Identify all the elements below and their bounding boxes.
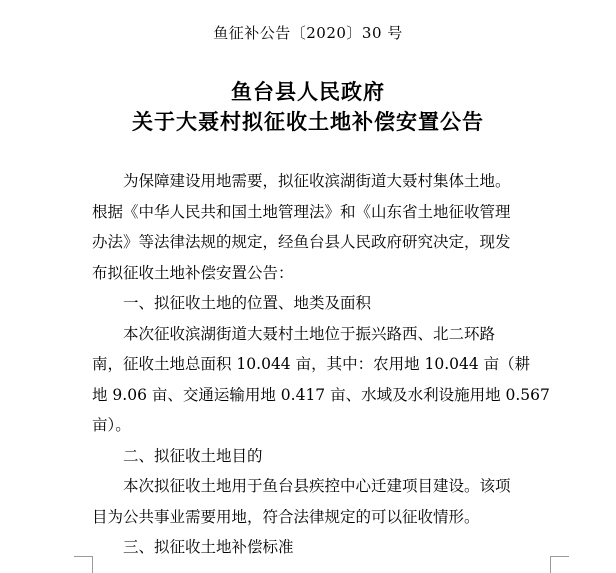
body-line: 南，征收土地总面积 10.044 亩，其中：农用地 10.044 亩（耕 [92,355,531,373]
crop-mark-right-vertical [550,556,551,573]
document-number: 鱼征补公告〔2020〕30 号 [213,24,403,42]
section-heading: 三、拟征收土地补偿标准 [123,538,294,556]
crop-mark-right-horizontal [551,556,569,557]
document-body [92,166,562,563]
body-line: 根据《中华人民共和国土地管理法》和《山东省土地征收管理 [92,202,511,221]
issuer-title: 鱼台县人民政府 [231,79,385,104]
crop-mark-left-horizontal [74,556,92,557]
body-line: 办法》等法律法规的规定，经鱼台县人民政府研究决定，现发 [92,233,511,251]
body-line: 本次拟征收土地用于鱼台县疾控中心迁建项目建设。该项 [123,477,511,495]
body-line: 目为公共事业需要用地，符合法律规定的可以征收情形。 [92,507,480,526]
body-line: 地 9.06 亩、交通运输用地 0.417 亩、水域及水利设施用地 0.567 [92,385,550,404]
crop-mark-left-vertical [92,556,93,573]
announcement-title: 关于大聂村拟征收土地补偿安置公告 [132,109,484,134]
section-heading: 一、拟征收土地的位置、地类及面积 [123,294,372,312]
body-line: 为保障建设用地需要，拟征收滨湖街道大聂村集体土地。 [123,172,511,190]
section-heading: 二、拟征收土地目的 [123,446,263,465]
body-line: 布拟征收土地补偿安置公告： [92,263,294,282]
body-line: 亩）。 [92,416,131,434]
body-line: 本次征收滨湖街道大聂村土地位于振兴路西、北二环路 [123,324,496,343]
